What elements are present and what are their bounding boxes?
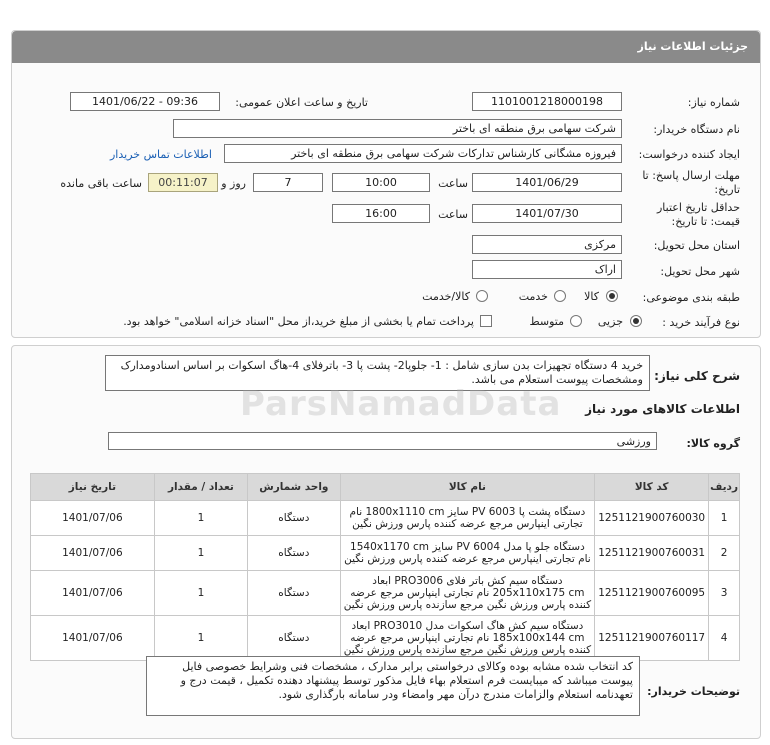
- row-index: 2: [709, 536, 740, 571]
- goods-table: [30, 473, 740, 661]
- row-index: 3: [709, 571, 740, 616]
- city-field: اراک: [472, 260, 622, 279]
- goods-group-field: ورزشی: [108, 432, 657, 450]
- watermark-text: ParsNamadData: [240, 384, 562, 424]
- deadline-time-field: 10:00: [332, 173, 430, 192]
- col-header-date: تاریخ نیاز: [31, 474, 155, 501]
- need-number-field: 1101001218000198: [472, 92, 622, 111]
- summary-textbox: خرید 4 دستگاه تجهیزات بدن سازی شامل : 1- جلوپا2- پشت پا 3- باترفلای 4-هاگ اسکوات بر اساس اسنادومدارک ومشخصات پیوست استعلام می باشد.: [105, 355, 650, 391]
- goods-group-label: گروه کالا:: [686, 437, 740, 450]
- row-date: 1401/07/06: [31, 536, 155, 571]
- buyer-notes-label: توضیحات خریدار:: [647, 685, 740, 698]
- process-radio-minor[interactable]: [630, 315, 642, 327]
- requester-field: فیروزه مشگانی کارشناس تدارکات شرکت سهامی برق منطقه ای باختر: [224, 144, 622, 163]
- deadline-label-line1: مهلت ارسال پاسخ: تا: [642, 169, 740, 182]
- row-qty: 1: [154, 501, 247, 536]
- buyer-contact-link[interactable]: اطلاعات تماس خریدار: [110, 148, 212, 161]
- validity-label-line1: حداقل تاریخ اعتبار: [656, 201, 740, 214]
- row-index: 4: [709, 616, 740, 661]
- province-field: مرکزی: [472, 235, 622, 254]
- table-row[interactable]: [31, 501, 740, 536]
- validity-date-field: 1401/07/30: [472, 204, 622, 223]
- row-unit: دستگاه: [248, 616, 341, 661]
- panel-header: [12, 31, 760, 63]
- deadline-label-line2: تاریخ:: [714, 183, 740, 196]
- table-header-row: [31, 474, 740, 501]
- table-row[interactable]: [31, 536, 740, 571]
- col-header-index: ردیف: [709, 474, 740, 501]
- category-radio-both[interactable]: [476, 290, 488, 302]
- row-unit: دستگاه: [248, 536, 341, 571]
- need-number-label: شماره نیاز:: [687, 96, 740, 109]
- row-qty: 1: [154, 571, 247, 616]
- treasury-payment-checkbox[interactable]: [480, 315, 492, 327]
- process-option-medium: متوسط: [529, 315, 564, 328]
- table-row[interactable]: [31, 616, 740, 661]
- category-option-both: کالا/خدمت: [422, 290, 470, 303]
- treasury-payment-note: پرداخت تمام یا بخشی از مبلغ خرید،از محل "اسناد خزانه اسلامی" خواهد بود.: [123, 315, 474, 328]
- deadline-days-field: 7: [253, 173, 323, 192]
- process-radio-medium[interactable]: [570, 315, 582, 327]
- buyer-notes-textbox: کد انتخاب شده مشابه بوده وکالای درخواستی برابر مدارک ، مشخصات فنی وشرایط خصوصی فایل پیوست میباشد که میبایست فرم استعلام بهاء فایل مذکور توسط پیشنهاد دهنده تکمیل ، قیمت درج و تعهدنامه استعلام والزامات مندرج درآن مهر وامضاء ودر سامانه بارگذاری شود.: [146, 656, 640, 716]
- city-label: شهر محل تحویل:: [660, 265, 740, 278]
- row-code: 1251121900760117: [595, 616, 709, 661]
- process-option-minor: جزیی: [597, 315, 623, 328]
- deadline-time-label: ساعت: [438, 177, 468, 190]
- announce-label: تاریخ و ساعت اعلان عمومی:: [235, 96, 368, 109]
- remaining-time-field: 00:11:07: [148, 173, 218, 192]
- remaining-label: ساعت باقی مانده: [60, 177, 142, 190]
- row-date: 1401/07/06: [31, 616, 155, 661]
- row-qty: 1: [154, 616, 247, 661]
- category-label: طبقه بندی موضوعی:: [642, 291, 740, 304]
- row-index: 1: [709, 501, 740, 536]
- summary-label: شرح کلی نیاز:: [654, 369, 740, 383]
- col-header-code: کد کالا: [595, 474, 709, 501]
- category-option-service: خدمت: [518, 290, 548, 303]
- row-unit: دستگاه: [248, 571, 341, 616]
- goods-section-title: اطلاعات کالاهای مورد نیاز: [585, 402, 740, 416]
- buyer-org-label: نام دستگاه خریدار:: [653, 123, 740, 136]
- days-label: روز و: [221, 177, 246, 190]
- row-unit: دستگاه: [248, 501, 341, 536]
- row-date: 1401/07/06: [31, 501, 155, 536]
- col-header-unit: واحد شمارش: [248, 474, 341, 501]
- category-radio-service[interactable]: [554, 290, 566, 302]
- row-name: دستگاه پشت پا PV 6003 سایز 1800x1110 cm نام تجارتی اینپارس مرجع عرضه کننده پارس ورزش نگین: [340, 501, 595, 536]
- announce-datetime-field: 1401/06/22 - 09:36: [70, 92, 220, 111]
- table-row[interactable]: [31, 571, 740, 616]
- category-option-goods: کالا: [584, 290, 599, 303]
- category-radio-goods[interactable]: [606, 290, 618, 302]
- col-header-qty: تعداد / مقدار: [154, 474, 247, 501]
- col-header-name: نام کالا: [340, 474, 595, 501]
- deadline-date-field: 1401/06/29: [472, 173, 622, 192]
- row-name: دستگاه جلو پا مدل PV 6004 سایز 1540x1170 cm نام تجارتی اینپارس مرجع عرضه کننده پارس ورزش نگین: [340, 536, 595, 571]
- page-title: جزئیات اطلاعات نیاز: [637, 40, 748, 53]
- row-name: دستگاه سیم کش باتر فلای PRO3006 ابعاد 205x110x175 cm نام تجارتی اینپارس مرجع عرضه کننده پارس ورزش نگین مرجع سازنده پارس ورزش نگین: [340, 571, 595, 616]
- row-code: 1251121900760031: [595, 536, 709, 571]
- process-label: نوع فرآیند خرید :: [662, 316, 740, 329]
- row-code: 1251121900760095: [595, 571, 709, 616]
- row-code: 1251121900760030: [595, 501, 709, 536]
- row-name: دستگاه سیم کش هاگ اسکوات مدل PRO3010 ابعاد 185x100x144 cm نام تجارتی اینپارس مرجع عرضه کننده پارس ورزش نگین مرجع سازنده پارس ورزش نگین: [340, 616, 595, 661]
- row-date: 1401/07/06: [31, 571, 155, 616]
- validity-time-field: 16:00: [332, 204, 430, 223]
- buyer-org-field: شرکت سهامی برق منطقه ای باختر: [173, 119, 622, 138]
- validity-time-label: ساعت: [438, 208, 468, 221]
- row-qty: 1: [154, 536, 247, 571]
- validity-label-line2: قیمت: تا تاریخ:: [671, 215, 740, 228]
- province-label: استان محل تحویل:: [653, 239, 740, 252]
- requester-label: ایجاد کننده درخواست:: [638, 148, 740, 161]
